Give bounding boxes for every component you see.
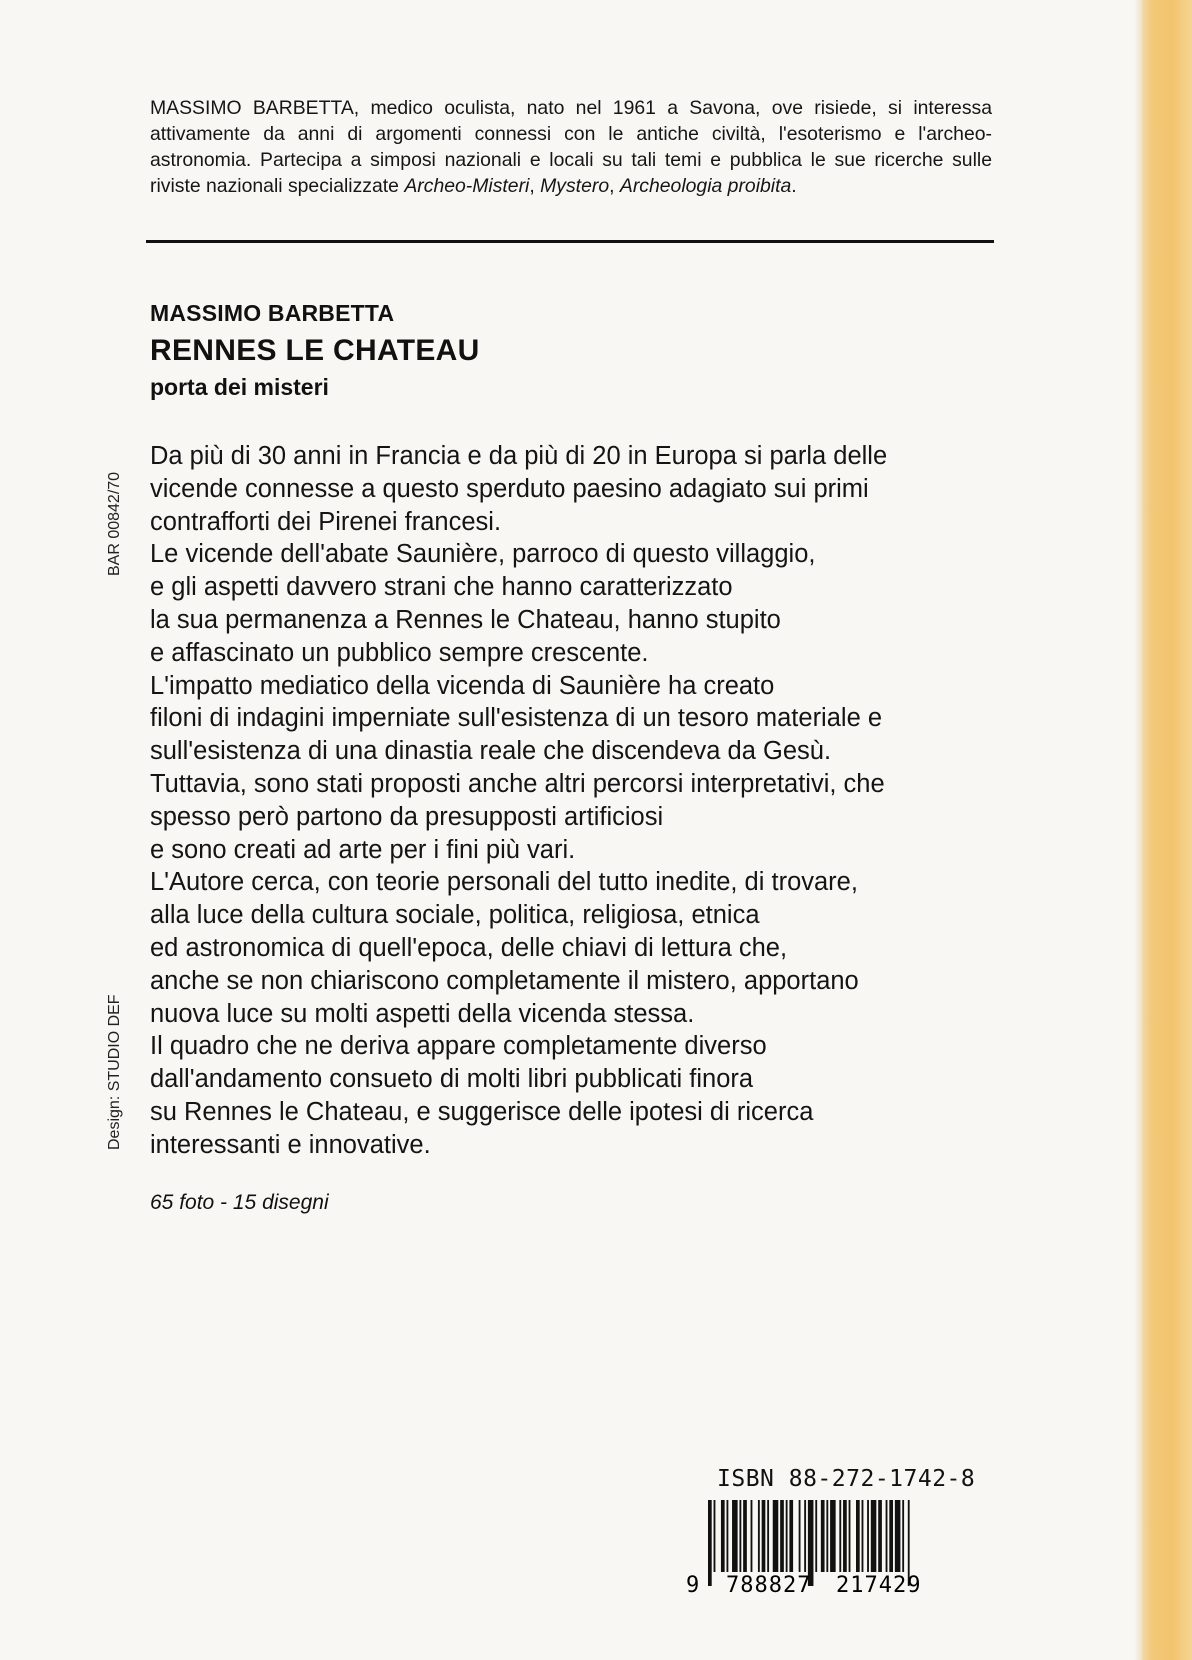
bio-magazine-3: Archeologia proibita [619,175,792,197]
book-title: RENNES LE CHATEAU [150,334,480,367]
barcode-bar [867,1500,869,1572]
barcode-bar [830,1500,836,1572]
blurb-line: sull'esistenza di una dinastia reale che discendeva da Gesù. [150,737,832,766]
barcode-bar [804,1500,806,1572]
barcode-bar [815,1500,817,1572]
bio-magazine-2: Mystero [540,175,610,197]
barcode-bar [751,1500,753,1572]
bio-author-name: MASSIMO BARBETTA [150,97,354,119]
blurb-line: L'Autore cerca, con teorie personali del tutto inedite, di trovare, [150,868,858,897]
blurb-line: filoni di indagini imperniate sull'esistenza di un tesoro materiale e [150,704,883,733]
barcode-bar [727,1500,729,1572]
divider-rule [146,240,994,243]
barcode-bar [732,1500,738,1572]
catalog-code: BAR 00842/70 [106,471,123,576]
blurb-line: anche se non chiariscono completamente il mistero, apportano [150,966,859,995]
blurb-line: contrafforti dei Pirenei francesi. [150,507,502,536]
barcode-bar [843,1500,847,1572]
barcode-bar [708,1500,712,1586]
isbn-label: ISBN 88-272-1742-8 [717,1466,976,1492]
blurb-line: nuova luce su molti aspetti della vicenda stessa. [150,999,695,1028]
barcode-digits-left: 788827 [726,1573,812,1598]
book-subtitle: porta dei misteri [150,374,329,400]
barcode-bar [789,1500,793,1572]
bio-separator: , [609,175,620,197]
blurb-line: Le vicende dell'abate Saunière, parroco di questo villaggio, [150,540,816,569]
blurb-line: L'impatto mediatico della vicenda di Saunière ha creato [150,671,775,700]
spine-shadow [1134,0,1142,1660]
blurb-line: e affascinato un pubblico sempre crescente. [150,638,649,667]
barcode-bar [839,1500,841,1572]
blurb-line: la sua permanenza a Rennes le Chateau, hanno stupito [150,605,781,634]
barcode-bar [886,1500,888,1572]
barcode-bar [889,1500,893,1572]
barcode-bar [721,1500,725,1572]
blurb-line: Da più di 30 anni in Francia e da più di 20 in Europa si parla delle [150,442,888,470]
barcode-bar [862,1500,864,1572]
barcode-bar [780,1500,784,1572]
barcode-bar [871,1500,877,1572]
barcode-bar [762,1500,766,1572]
blurb-text [150,440,950,1162]
blurb-line: su Rennes le Chateau, e suggerisce delle ipotesi di ricerca [150,1097,814,1126]
barcode-bar [895,1500,901,1572]
bio-end: . [791,175,797,197]
barcode-bar [849,1500,851,1572]
blurb-line: vicende connesse a questo sperduto paesino adagiato sui primi [150,474,869,503]
barcode-bar [902,1500,904,1572]
blurb-line: Il quadro che ne deriva appare completamente diverso [150,1032,767,1061]
design-credit: Design: STUDIO DEF [106,994,123,1150]
barcode-bar [758,1500,760,1572]
barcode-bar [773,1500,779,1572]
blurb-line: spesso però partono da presupposti artificiosi [150,802,664,831]
bio-magazine-1: Archeo-Misteri [404,175,530,197]
barcode-bar [799,1500,801,1572]
blurb-line: ed astronomica di quell'epoca, delle chiavi di lettura che, [150,933,788,962]
blurb-line: e gli aspetti davvero strani che hanno caratterizzato [150,573,733,602]
barcode-bar [786,1500,788,1572]
bio-separator: , [529,175,541,197]
yellow-spine [1142,0,1192,1660]
blurb-line: dall'andamento consueto di molti libri pubblicati finora [150,1065,754,1094]
blurb-line: interessanti e innovative. [150,1130,431,1159]
barcode [686,1500,986,1600]
barcode-bar [878,1500,882,1572]
book-author: MASSIMO BARBETTA [150,300,395,326]
barcode-bar [826,1500,828,1572]
blurb-line: e sono creati ad arte per i fini più vari. [150,835,576,864]
illustration-count: 65 foto - 15 disegni [150,1191,329,1214]
blurb-line: Tuttavia, sono stati proposti anche altri percorsi interpretativi, che [150,769,885,798]
barcode-digit-first: 9 [686,1573,700,1598]
barcode-bar [739,1500,741,1572]
barcode-digits-right: 217429 [836,1573,922,1598]
barcode-bar [856,1500,860,1572]
barcode-bar [743,1500,747,1572]
barcode-bar [821,1500,825,1572]
blurb-line: alla luce della cultura sociale, politica, religiosa, etnica [150,901,760,930]
barcode-bar [767,1500,769,1572]
bio-text: , medico oculista, nato nel 1961 a Savona, ove risiede, si interessa attivamente da anni di argomenti connessi con le antiche civiltà, l'esoterismo e l'archeo-astronomia. Partecipa a simposi nazionali e locali su tali temi e pubblica le sue ricerche sulle riviste nazionali specializzate [150,97,992,197]
barcode-bar [714,1500,716,1572]
author-bio [150,95,992,199]
